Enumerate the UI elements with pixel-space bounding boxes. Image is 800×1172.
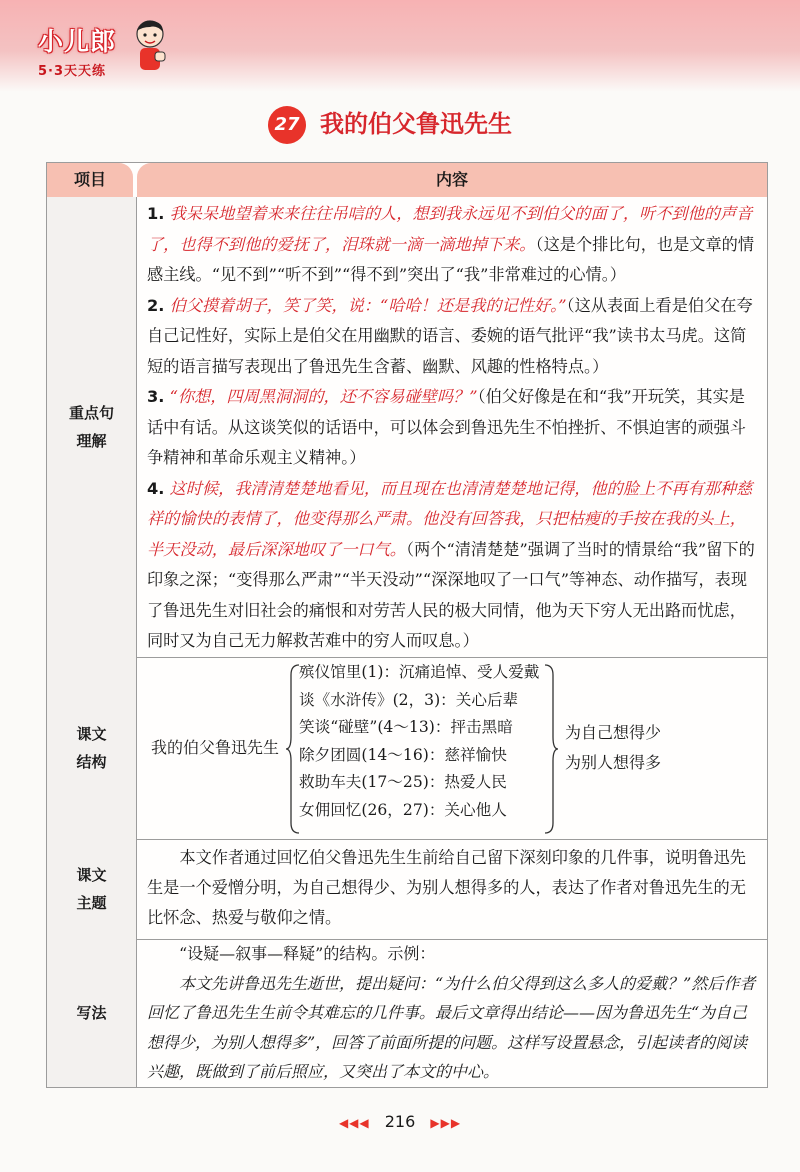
key-sentence-item: 1. 我呆呆地望着来来往往吊唁的人，想到我永远见不到伯父的面了，听不到他的声音了，也得不到他的爱抚了，泪珠就一滴一滴地掉下来。（这是个排比句，也是文章的情感主线。“见不到”“听不到”“得不到”突出了“我”非常难过的心情。） [147,204,755,284]
quote-text: 伯父摸着胡子，笑了笑，说：“哈哈！还是我的记性好。” [169,295,567,315]
label-line: 结构 [76,753,107,771]
label-line: 主题 [76,894,107,912]
mascot-icon [132,18,168,80]
structure-title: 我的伯父鲁迅先生 [151,738,280,757]
note-text: （两个“清清楚楚”强调了当时的情景给“我”留下的印象之深；“变得那么严肃”“半天没动”“深深地叹了一口气”等神态、动作描写，表现了鲁迅先生对旧社会的痛恨和对劳苦人民的极大同情，他为天下穷人无出路而忧虑，同时又为自己无力解救苦难中的穷人而叹息。） [147,539,755,650]
right-arrows-icon: ▶▶▶ [430,1116,462,1130]
structure-part: 女佣回忆(26，27)：关心他人 [299,800,507,819]
theme-text: 本文作者通过回忆伯父鲁迅先生生前给自己留下深刻印象的几件事，说明鲁迅先生是一个爱憎分明，为自己想得少、为别人想得多的人，表达了作者对鲁迅先生的无比怀念、热爱与敬仰之情。 [147,848,746,927]
chapter-number: 27 [268,106,306,144]
note-text: （伯父好像是在和“我”开玩笑，其实是话中有话。从这谈笑似的话语中，可以体会到鲁迅先生不怕挫折、不惧迫害的顽强斗争精神和革命乐观主义精神。） [147,387,746,467]
label-line: 课文 [76,866,107,884]
label-structure [47,657,137,839]
label-writing [47,939,137,1087]
left-arrows-icon: ◀◀◀ [338,1116,370,1130]
brand-title: 小儿郎 [38,27,117,56]
quote-text: 这时候，我清清楚楚地看见，而且现在也清清楚楚地记得，他的脸上不再有那种慈祥的愉快的表情了，他变得那么严肃。他没有回答我，只把枯瘦的手按在我的头上，半天没动，最后深深地叹了一口气。 [147,478,753,559]
key-sentence-item: 2. 伯父摸着胡子，笑了笑，说：“哈哈！还是我的记性好。”（这从表面上看是伯父在夸自己记性好，实际上是伯父在用幽默的语言、委婉的语气批评“我”读书太马虎。这简短的语言描写表现出了鲁迅先生含蓄、幽默、风趣的性格特点。） [147,295,753,376]
structure-part: 谈《水浒传》(2，3)：关心后辈 [299,690,519,709]
top-banner [0,0,800,92]
key-sentence-item: 3. “你想，四周黑洞洞的，还不容易碰壁吗？”（伯父好像是在和“我”开玩笑，其实是话中有话。从这谈笑似的话语中，可以体会到鲁迅先生不怕挫折、不惧迫害的顽强斗争精神和革命乐观主义精神。） [147,387,746,467]
structure-part: 笑谈“碰壁”(4～13)：抨击黑暗 [299,718,513,736]
structure-parts [299,659,539,824]
row-divider [47,657,767,658]
right-brace-icon [543,663,559,835]
structure-summary-line: 为自己想得少 [565,723,662,742]
structure-part: 除夕团圆(14～16)：慈祥愉快 [299,745,507,764]
note-text: （这从表面上看是伯父在夸自己记性好，实际上是伯父在用幽默的语言、委婉的语气批评“我”读书太马虎。这简短的语言描写表现出了鲁迅先生含蓄、幽默、风趣的性格特点。） [147,295,753,376]
theme-content [147,843,759,933]
header-content: 内容 [137,163,767,197]
page-number: 216 [384,1112,416,1131]
writing-example: 本文先讲鲁迅先生逝世，提出疑问：“为什么伯父得到这么多人的爱戴？”然后作者回忆了鲁迅先生生前令其难忘的几件事。最后文章得出结论——因为鲁迅先生“为自己想得少，为别人想得多”，回答了前面所提的问题。这样写设置悬念，引起读者的阅读兴趣，既做到了前后照应，又突出了本文的中心。 [147,973,756,1081]
writing-content [147,939,759,1087]
structure-part: 殡仪馆里(1)：沉痛追悼、受人爱戴 [299,663,540,681]
key-sentence-item: 4. 这时候，我清清楚楚地看见，而且现在也清清楚楚地记得，他的脸上不再有那种慈祥的愉快的表情了，他变得那么严肃。他没有回答我，只把枯瘦的手按在我的头上，半天没动，最后深深地叹了一口气。（两个“清清楚楚”强调了当时的情景给“我”留下的印象之深；“变得那么严肃”“半天没动”“深深地叹了一口气”等神态、动作描写，表现了鲁迅先生对旧社会的痛恨和对劳苦人民的极大同情，他为天下穷人无出路而忧虑，同时又为自己无力解救苦难中的穷人而叹息。） [147,478,755,650]
label-line: 理解 [76,432,107,450]
chapter-title: 我的伯父鲁迅先生 [320,110,512,138]
page-footer [0,1112,800,1131]
structure-summary-line: 为别人想得多 [565,753,662,772]
row-divider [47,839,767,840]
writing-intro: “设疑—叙事—释疑”的结构。示例： [179,944,436,963]
label-key-sentences [47,197,137,657]
brand-logo [38,22,116,79]
label-line: 课文 [76,725,107,743]
structure-summary [565,718,661,778]
summary-table [46,162,768,1088]
label-line: 写法 [76,1004,107,1022]
structure-part: 救助车夫(17～25)：热爱人民 [299,773,507,791]
label-line: 重点句 [68,404,114,422]
note-text: （这是个排比句，也是文章的情感主线。“见不到”“听不到”“得不到”突出了“我”非常难过的心情。） [147,234,755,284]
label-theme [47,839,137,939]
quote-text: “你想，四周黑洞洞的，还不容易碰壁吗？” [169,387,478,406]
brand-subtitle: 5·3天天练 [38,64,107,79]
quote-text: 我呆呆地望着来来往往吊唁的人，想到我永远见不到伯父的面了，听不到他的声音了，也得不到他的爱抚了，泪珠就一滴一滴地掉下来。 [147,204,753,254]
key-sentences-content [147,199,759,657]
header-item: 项目 [47,163,133,197]
